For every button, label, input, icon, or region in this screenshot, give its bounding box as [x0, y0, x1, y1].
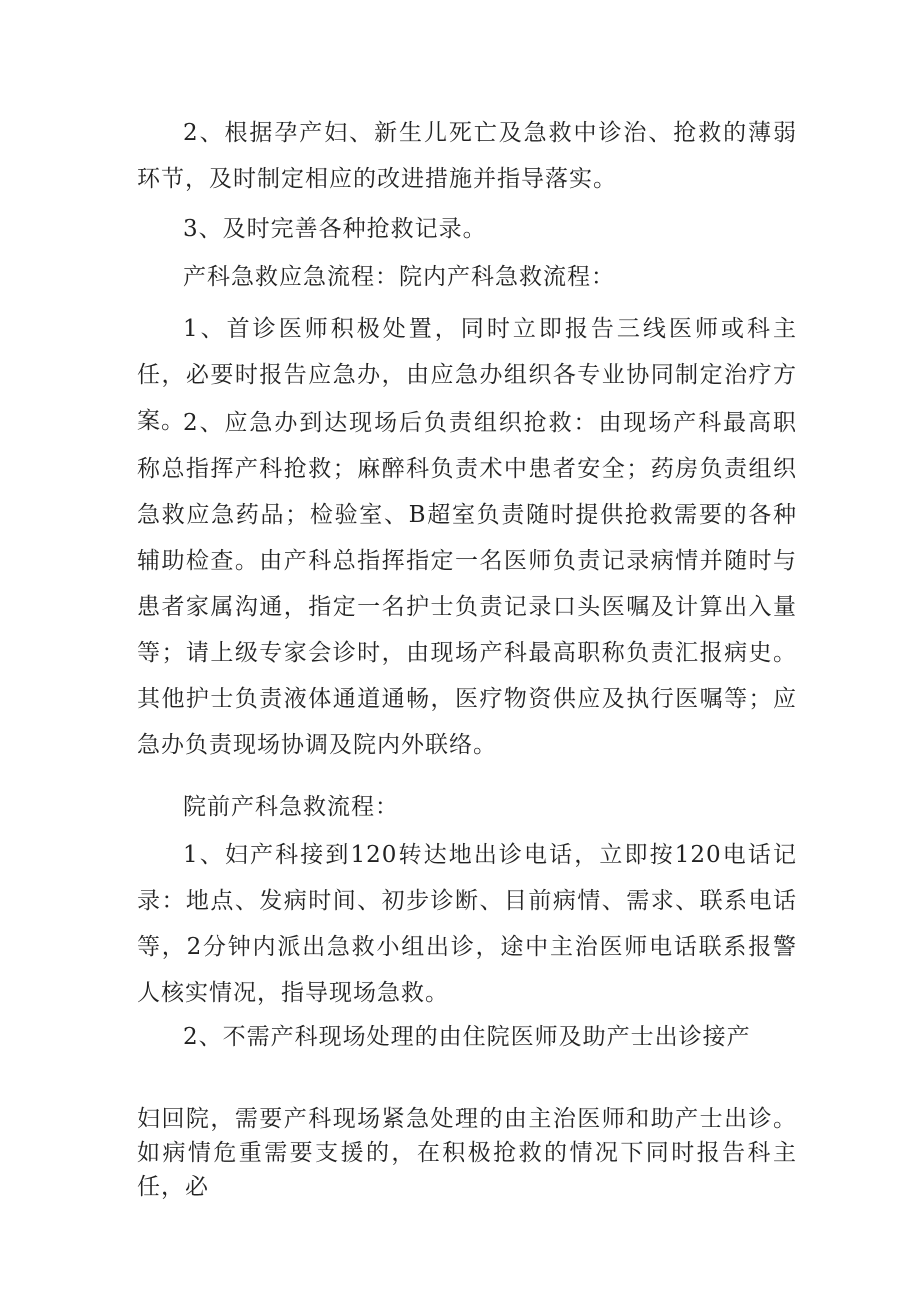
- paragraph-8: 2、不需产科现场处理的由住院医师及助产士出诊接产: [183, 1024, 751, 1050]
- paragraph-1: 2、根据孕产妇、新生儿死亡及急救中诊治、抢救的薄弱环节，及时制定相应的改进措施并指导落实。: [137, 120, 797, 192]
- paragraph-3: 产科急救应急流程：院内产科急救流程：: [183, 264, 615, 290]
- paragraph-5: 2、应急办到达现场后负责组织抢救：由现场产科最高职称总指挥产科抢救；麻醉科负责术中患者安全；药房负责组织急救应急药品；检验室、B超室负责随时提供抢救需要的各种辅助检查。由产科总指挥指定一名医师负责记录病情并随时与患者家属沟通，指定一名护士负责记录口头医嘱及计算出入量等；请上级专家会诊时，由现场产科最高职称负责汇报病史。其他护士负责液体通道通畅，医疗物资供应及执行医嘱等；应急办负责现场协调及院内外联络。: [137, 410, 797, 758]
- paragraph-6: 院前产科急救流程：: [183, 794, 399, 820]
- paragraph-4: 1、首诊医师积极处置，同时立即报告三线医师或科主任，必要时报告应急办，由应急办组织各专业协同制定治疗方案。: [137, 316, 797, 434]
- paragraph-2: 3、及时完善各种抢救记录。: [183, 216, 487, 242]
- paragraph-9: 妇回院，需要产科现场紧急处理的由主治医师和助产士出诊。如病情危重需要支援的，在积极抢救的情况下同时报告科主任，必: [137, 1106, 797, 1200]
- paragraph-7: 1、妇产科接到120转达地出诊电话，立即按120电话记录：地点、发病时间、初步诊断、目前病情、需求、联系电话等，2分钟内派出急救小组出诊，途中主治医师电话联系报警人核实情况，指导现场急救。: [137, 842, 797, 1006]
